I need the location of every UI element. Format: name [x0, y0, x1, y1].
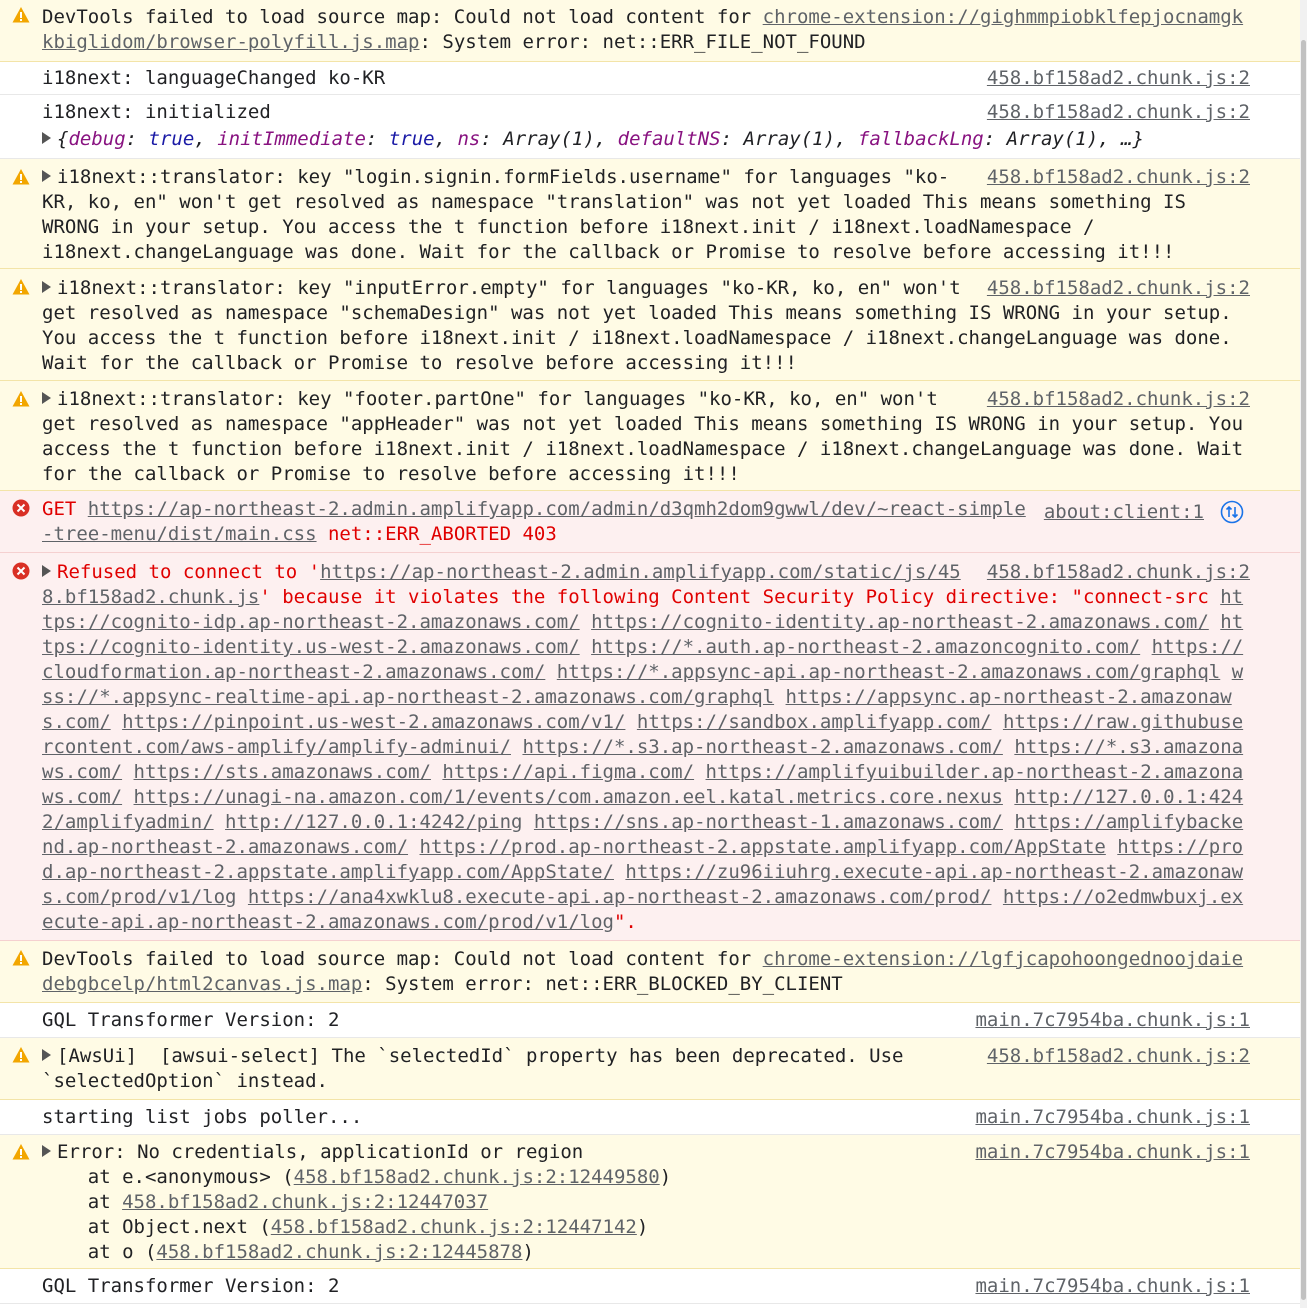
source-link[interactable]: main.7c7954ba.chunk.js:1	[975, 1275, 1250, 1297]
message-line	[42, 760, 1243, 785]
message-text	[991, 711, 1002, 733]
message-line	[42, 860, 1243, 885]
console-scrollbar[interactable]	[1300, 0, 1307, 1308]
message-text: : System error: net::ERR_FILE_NOT_FOUND	[419, 31, 866, 53]
message-text: You access the t function before i18next.init / i18next.loadNamespace / i18next.changeLanguage was done.	[42, 327, 1232, 349]
message-text	[1003, 786, 1014, 808]
console-message-error	[0, 491, 1300, 553]
source-map-link[interactable]: chrome-extension://gighmmpiobklfepjocnamgk	[762, 6, 1244, 28]
stack-frame-link[interactable]: 458.bf158ad2.chunk.js:2:12449580	[293, 1166, 660, 1188]
message-text	[236, 886, 247, 908]
csp-url-link[interactable]: https://unagi-na.amazon.com/1/events/com.amazon.eel.katal.metrics.core.nexus	[133, 786, 1003, 808]
warning-icon	[12, 949, 30, 967]
message-text: `selectedOption` instead.	[42, 1070, 328, 1092]
request-url-link[interactable]: https://ap-northeast-2.admin.amplifyapp.com/admin/d3qmh2dom9gwwl/dev/~react-simple	[87, 498, 1026, 520]
source-link[interactable]: main.7c7954ba.chunk.js:1	[975, 1009, 1250, 1031]
csp-url-link[interactable]: https://prod.ap-northeast-2.appstate.amplifyapp.com/AppState	[419, 836, 1106, 858]
source-link[interactable]: main.7c7954ba.chunk.js:1	[975, 1141, 1250, 1163]
source-link[interactable]: main.7c7954ba.chunk.js:1	[975, 1106, 1250, 1128]
expand-triangle-icon[interactable]	[42, 565, 51, 577]
message-text	[431, 761, 442, 783]
message-text	[545, 661, 556, 683]
csp-url-link[interactable]: https://*.s3.amazona	[1014, 736, 1244, 758]
message-text	[522, 811, 533, 833]
message-text: Wait for the callback or Promise to resolve before accessing it!!!	[42, 352, 797, 374]
csp-url-link[interactable]: https://api.figma.com/	[442, 761, 695, 783]
message-text	[214, 811, 225, 833]
console-message-log	[0, 62, 1300, 95]
request-url-link-cont[interactable]: -tree-menu/dist/main.css	[42, 523, 317, 545]
message-text: i18next::translator: key "inputError.empty" for languages "ko-KR, ko, en" won't	[57, 277, 961, 299]
csp-url-link[interactable]: 8.bf158ad2.chunk.js	[42, 586, 260, 608]
message-text: GQL Transformer Version: 2	[42, 1009, 340, 1031]
csp-url-link[interactable]: https://pinpoint.us-west-2.amazonaws.com/v1/	[122, 711, 626, 733]
csp-url-link[interactable]: rcontent.com/aws-amplify/amplify-adminui/	[42, 736, 511, 758]
message-text	[122, 761, 133, 783]
warning-icon	[12, 168, 30, 186]
stack-frame: at e.<anonymous> (458.bf158ad2.chunk.js:2:12449580)	[42, 1166, 672, 1188]
warning-icon	[12, 1143, 30, 1161]
message-line	[42, 785, 1243, 810]
message-line	[42, 810, 1243, 835]
message-line	[42, 660, 1243, 685]
console-message-log	[0, 1100, 1300, 1135]
message-text	[1003, 736, 1014, 758]
expand-triangle-icon[interactable]	[42, 1145, 51, 1157]
message-line	[42, 685, 1232, 710]
csp-url-link[interactable]: nd.ap-northeast-2.amazonaws.com/	[42, 836, 409, 858]
warning-icon	[12, 278, 30, 296]
error-icon	[12, 499, 30, 517]
message-text: i18next.changeLanguage was done. Wait for the callback or Promise to resolve before accessing it!!!	[42, 241, 1175, 263]
object-preview[interactable]: {debug: true, initImmediate: true, ns: Array(1), defaultNS: Array(1), fallbackLng: Array(1), …}	[42, 127, 1144, 152]
message-text	[1106, 836, 1117, 858]
csp-url-link[interactable]: cloudformation.ap-northeast-2.amazonaws.com/	[42, 661, 546, 683]
csp-url-link[interactable]: https://appsync.ap-northeast-2.amazonaw	[785, 686, 1232, 708]
stack-frame-link[interactable]: 458.bf158ad2.chunk.js:2:12445878	[156, 1241, 523, 1263]
message-line	[42, 910, 637, 935]
source-link[interactable]: 458.bf158ad2.chunk.js:2	[986, 388, 1250, 410]
source-link[interactable]: 458.bf158ad2.chunk.js:2	[986, 67, 1250, 89]
expand-triangle-icon[interactable]	[42, 392, 51, 404]
csp-url-link[interactable]: https://zu96iiuhrg.execute-api.ap-northeast-2.amazonaw	[625, 861, 1244, 883]
message-text: Error: No credentials, applicationId or region	[57, 1141, 584, 1163]
message-text: i18next: languageChanged ko-KR	[42, 67, 386, 89]
source-link[interactable]: 458.bf158ad2.chunk.js:2	[986, 277, 1250, 299]
console-message-log	[0, 1269, 1300, 1304]
message-text	[774, 686, 785, 708]
console-message-warning	[0, 1135, 1300, 1269]
message-text	[991, 886, 1002, 908]
console-message-log	[0, 95, 1300, 159]
source-link[interactable]: 458.bf158ad2.chunk.js:2	[986, 1045, 1250, 1067]
message-text: : System error: net::ERR_BLOCKED_BY_CLIENT	[362, 973, 843, 995]
console-message-warning	[0, 1038, 1300, 1100]
message-text	[580, 611, 591, 633]
scrollbar-thumb[interactable]	[1301, 40, 1306, 1300]
csp-url-link[interactable]: https://pro	[1117, 836, 1244, 858]
message-text	[694, 761, 705, 783]
message-text	[1003, 811, 1014, 833]
stack-frame-link[interactable]: 458.bf158ad2.chunk.js:2:12447142	[270, 1216, 637, 1238]
csp-url-link[interactable]: https://ana4xwklu8.execute-api.ap-northeast-2.amazonaws.com/prod/	[247, 886, 992, 908]
message-text: i18next: initialized	[42, 101, 271, 123]
csp-url-link[interactable]: ws.com/	[42, 761, 123, 783]
expand-triangle-icon[interactable]	[42, 132, 51, 144]
source-map-link-cont[interactable]: debgbcelp/html2canvas.js.map	[42, 973, 363, 995]
stack-frame-link[interactable]: 458.bf158ad2.chunk.js:2:12447037	[122, 1191, 489, 1213]
request-status: net::ERR_ABORTED 403	[316, 523, 557, 545]
message-line	[42, 735, 1243, 760]
message-line	[42, 560, 961, 585]
csp-url-link[interactable]: ss://*.appsync-realtime-api.ap-northeast-2.amazonaws.com/graphql	[42, 686, 775, 708]
message-text: Refused to connect to '	[57, 561, 321, 583]
csp-url-link[interactable]: https://amplifyuibuilder.ap-northeast-2.amazona	[705, 761, 1244, 783]
csp-url-link[interactable]: https://amplifybacke	[1014, 811, 1244, 833]
csp-url-link[interactable]: 2/amplifyadmin/	[42, 811, 214, 833]
message-text: get resolved as namespace "appHeader" was not yet loaded This means something IS WRONG in your setup. You	[42, 413, 1244, 435]
csp-url-link[interactable]: http://127.0.0.1:4242/ping	[225, 811, 523, 833]
csp-url-link[interactable]: ws.com/	[42, 786, 123, 808]
message-line	[42, 710, 1243, 735]
csp-url-link[interactable]: ht	[1220, 611, 1244, 633]
message-text: i18next::translator: key "login.signin.formFields.username" for languages "ko-	[57, 166, 950, 188]
message-text	[1140, 636, 1151, 658]
csp-url-link[interactable]: d.ap-northeast-2.appstate.amplifyapp.com/AppState/	[42, 861, 614, 883]
message-text: [AwsUi] [awsui-select] The `selectedId` property has been deprecated. Use	[57, 1045, 904, 1067]
message-text: get resolved as namespace "schemaDesign" was not yet loaded This means something IS WRONG in your setup.	[42, 302, 1232, 324]
message-text	[122, 786, 133, 808]
error-icon	[12, 562, 30, 580]
csp-url-link[interactable]: http://127.0.0.1:424	[1014, 786, 1244, 808]
message-text: DevTools failed to load source map: Could not load content for	[42, 948, 763, 970]
warning-icon	[12, 1046, 30, 1064]
console-message-error	[0, 553, 1300, 941]
expand-triangle-icon[interactable]	[42, 170, 51, 182]
message-line	[42, 835, 1243, 860]
message-text: DevTools failed to load source map: Could not load content for	[42, 6, 763, 28]
expand-triangle-icon[interactable]	[42, 1049, 51, 1061]
csp-url-link[interactable]: https://ap-northeast-2.admin.amplifyapp.com/static/js/45	[320, 561, 961, 583]
message-line	[42, 610, 1243, 635]
csp-url-link[interactable]: https://sts.amazonaws.com/	[133, 761, 431, 783]
csp-url-link[interactable]: https://sns.ap-northeast-1.amazonaws.com/	[533, 811, 1003, 833]
csp-url-link[interactable]: https://sandbox.amplifyapp.com/	[636, 711, 992, 733]
console-message-log	[0, 1003, 1300, 1038]
message-text	[511, 736, 522, 758]
message-text: WRONG in your setup. You access the t function before i18next.init / i18next.loadNamespace /	[42, 216, 1095, 238]
message-text: starting list jobs poller...	[42, 1106, 363, 1128]
message-line	[42, 635, 1243, 660]
csp-url-link[interactable]: s.com/	[42, 711, 111, 733]
message-text: ' because it violates the following Content Security Policy directive: "connect-src	[259, 586, 1221, 608]
csp-url-link[interactable]: https://*.auth.ap-northeast-2.amazoncognito.com/	[591, 636, 1141, 658]
stack-frame: at 458.bf158ad2.chunk.js:2:12447037	[42, 1191, 489, 1213]
message-text: GQL Transformer Version: 2	[42, 1275, 340, 1297]
console-message-warning	[0, 941, 1300, 1003]
network-request-icon[interactable]	[1220, 500, 1244, 524]
console-message-warning	[0, 269, 1300, 381]
console-message-warning	[0, 159, 1300, 269]
csp-url-link[interactable]: https://cognito-identity.ap-northeast-2.amazonaws.com/	[591, 611, 1209, 633]
message-text	[111, 711, 122, 733]
warning-icon	[12, 390, 30, 408]
csp-url-link[interactable]: https://	[1151, 636, 1244, 658]
csp-url-link[interactable]: ht	[1220, 586, 1244, 608]
source-link[interactable]: 458.bf158ad2.chunk.js:2	[986, 101, 1250, 123]
http-method: GET	[42, 498, 88, 520]
stack-frame: at Object.next (458.bf158ad2.chunk.js:2:12447142)	[42, 1216, 649, 1238]
csp-url-link[interactable]: w	[1231, 661, 1244, 683]
csp-url-link[interactable]: tps://cognito-identity.us-west-2.amazonaws.com/	[42, 636, 580, 658]
message-line	[42, 585, 1243, 610]
source-link[interactable]: 458.bf158ad2.chunk.js:2	[986, 166, 1250, 188]
message-text	[625, 711, 636, 733]
source-map-link-cont[interactable]: kbiglidom/browser-polyfill.js.map	[42, 31, 420, 53]
source-link[interactable]: about:client:1	[1043, 501, 1204, 523]
csp-url-link[interactable]: https://*.s3.ap-northeast-2.amazonaws.com/	[522, 736, 1003, 758]
source-map-link[interactable]: chrome-extension://lgfjcapohoongednoojdaie	[762, 948, 1244, 970]
message-text: access the t function before i18next.init / i18next.loadNamespace / i18next.changeLanguage was done. Wait	[42, 438, 1244, 460]
stack-frame: at o (458.bf158ad2.chunk.js:2:12445878)	[42, 1241, 534, 1263]
csp-url-link[interactable]: https://raw.githubuse	[1002, 711, 1244, 733]
console-message-warning	[0, 381, 1300, 491]
console-message-warning	[0, 0, 1300, 62]
expand-triangle-icon[interactable]	[42, 281, 51, 293]
csp-url-link[interactable]: tps://cognito-idp.ap-northeast-2.amazonaws.com/	[42, 611, 580, 633]
csp-url-link[interactable]: https://o2edmwbuxj.ex	[1002, 886, 1244, 908]
csp-url-link[interactable]: ecute-api.ap-northeast-2.amazonaws.com/prod/v1/log	[42, 911, 614, 933]
message-text: ".	[613, 911, 637, 933]
message-text	[1209, 611, 1220, 633]
source-link[interactable]: 458.bf158ad2.chunk.js:2	[986, 561, 1250, 583]
message-text: KR, ko, en" won't get resolved as namespace "translation" was not yet loaded This means something IS	[42, 191, 1186, 213]
message-text	[580, 636, 591, 658]
message-text	[614, 861, 625, 883]
warning-icon	[12, 6, 30, 24]
csp-url-link[interactable]: https://*.appsync-api.ap-northeast-2.amazonaws.com/graphql	[556, 661, 1221, 683]
message-text	[408, 836, 419, 858]
message-text: i18next::translator: key "footer.partOne" for languages "ko-KR, ko, en" won't	[57, 388, 938, 410]
message-text	[1220, 661, 1231, 683]
message-line	[42, 885, 1243, 910]
message-text: for the callback or Promise to resolve before accessing it!!!	[42, 463, 740, 485]
csp-url-link[interactable]: s.com/prod/v1/log	[42, 886, 237, 908]
